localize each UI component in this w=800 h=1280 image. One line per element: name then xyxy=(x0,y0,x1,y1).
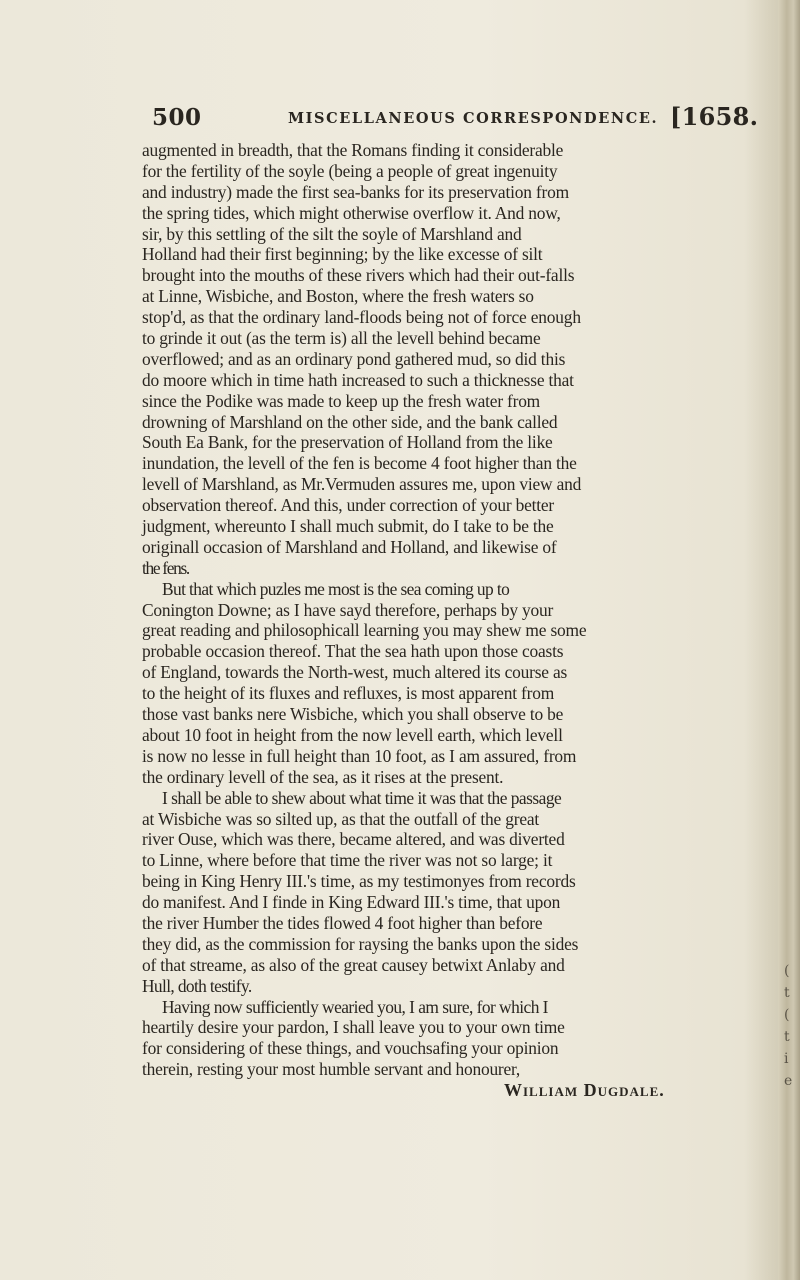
margin-mark: t xyxy=(784,1029,790,1045)
signature: William Dugdale. xyxy=(504,1080,665,1101)
text-line: the ordinary levell of the sea, as it rises at the present. xyxy=(142,766,504,787)
text-line: of England, towards the North-west, much altered its course as xyxy=(142,662,568,683)
text-line: for considering of these things, and vouchsafing your opinion xyxy=(142,1038,559,1059)
text-line: they did, as the commission for raysing the banks upon the sides xyxy=(142,933,579,954)
text-line: and industry) made the first sea-banks for its preservation from xyxy=(142,181,569,202)
text-line: is now no lesse in full height than 10 foot, as I am assured, from xyxy=(142,745,577,766)
page-number: 500 xyxy=(152,104,202,131)
letter-body xyxy=(142,140,774,1101)
text-line: river Ouse, which was there, became altered, and was diverted xyxy=(142,829,565,850)
text-line: the river Humber the tides flowed 4 foot higher than before xyxy=(142,912,543,933)
text-line: to Linne, where before that time the river was not so large; it xyxy=(142,850,553,871)
text-line: Holland had their first beginning; by the like excesse of silt xyxy=(142,244,543,265)
text-line: great reading and philosophicall learning you may shew me some xyxy=(142,620,587,641)
text-line: at Linne, Wisbiche, and Boston, where the fresh waters so xyxy=(142,286,534,307)
text-line: to the height of its fluxes and refluxes, is most apparent from xyxy=(142,683,555,704)
text-line: about 10 foot in height from the now levell earth, which levell xyxy=(142,724,563,745)
margin-mark: t xyxy=(784,985,790,1001)
text-line: judgment, whereunto I shall much submit, do I take to be the xyxy=(142,516,554,537)
text-line: since the Podike was made to keep up the fresh water from xyxy=(142,390,540,411)
text-line: the fens. xyxy=(142,557,189,578)
running-title: MISCELLANEOUS CORRESPONDENCE. xyxy=(288,110,659,127)
margin-mark: i xyxy=(784,1051,789,1067)
margin-mark: ( xyxy=(784,963,790,979)
margin-mark: ( xyxy=(784,1007,790,1023)
text-line: being in King Henry III.'s time, as my testimonyes from records xyxy=(142,871,576,892)
text-line: to grinde it out (as the term is) all the levell behind became xyxy=(142,328,541,349)
text-line: sir, by this settling of the silt the soyle of Marshland and xyxy=(142,223,522,244)
text-line: the spring tides, which might otherwise overflow it. And now, xyxy=(142,202,561,223)
text-line: drowning of Marshland on the other side, and the bank called xyxy=(142,411,558,432)
text-line: therein, resting your most humble servant and honourer, xyxy=(142,1059,521,1080)
text-line: But that which puzles me most is the sea coming up to xyxy=(162,578,510,599)
text-line: Hull, doth testify. xyxy=(142,975,252,996)
text-line: Conington Downe; as I have sayd therefore, perhaps by your xyxy=(142,599,554,620)
text-line: do moore which in time hath increased to such a thicknesse that xyxy=(142,369,574,390)
text-line: do manifest. And I finde in King Edward III.'s time, that upon xyxy=(142,892,561,913)
text-line: inundation, the levell of the fen is become 4 foot higher than the xyxy=(142,453,577,474)
text-line: augmented in breadth, that the Romans finding it considerable xyxy=(142,140,564,160)
text-line: levell of Marshland, as Mr.Vermuden assures me, upon view and xyxy=(142,474,582,495)
text-line: brought into the mouths of these rivers which had their out-falls xyxy=(142,265,575,286)
margin-marks xyxy=(784,960,794,1092)
page-edge xyxy=(778,0,800,1280)
text-line: overflowed; and as an ordinary pond gathered mud, so did this xyxy=(142,348,566,369)
text-line: I shall be able to shew about what time it was that the passage xyxy=(162,787,562,808)
text-line: South Ea Bank, for the preservation of Holland from the like xyxy=(142,432,553,453)
text-line: Having now sufficiently wearied you, I am sure, for which I xyxy=(162,996,548,1017)
margin-mark: e xyxy=(784,1073,793,1089)
text-line: originall occasion of Marshland and Holland, and likewise of xyxy=(142,536,557,557)
text-line: probable occasion thereof. That the sea hath upon those coasts xyxy=(142,641,564,662)
text-line: at Wisbiche was so silted up, as that the outfall of the great xyxy=(142,808,540,829)
text-line: those vast banks nere Wisbiche, which you shall observe to be xyxy=(142,704,564,725)
text-line: of that streame, as also of the great causey betwixt Anlaby and xyxy=(142,954,565,975)
text-line: heartily desire your pardon, I shall leave you to your own time xyxy=(142,1017,565,1038)
text-line: observation thereof. And this, under correction of your better xyxy=(142,495,555,516)
page-header xyxy=(152,104,762,134)
text-line: stop'd, as that the ordinary land-floods being not of force enough xyxy=(142,307,581,328)
year-heading: [1658. xyxy=(670,102,759,131)
text-line: for the fertility of the soyle (being a people of great ingenuity xyxy=(142,160,558,181)
